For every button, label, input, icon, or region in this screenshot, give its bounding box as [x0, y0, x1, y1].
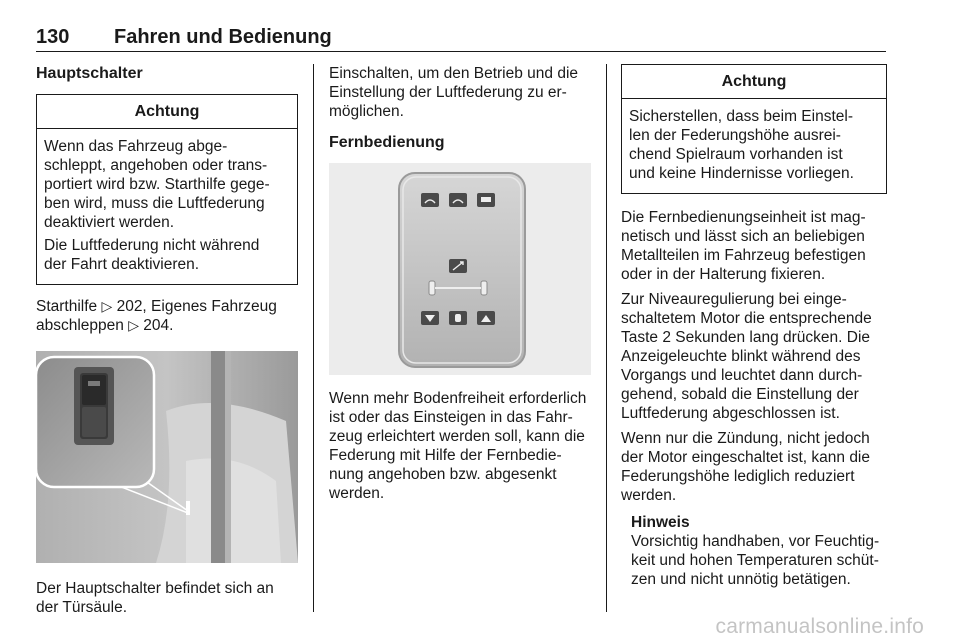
note-block	[621, 513, 887, 589]
remote-control-illustration	[329, 163, 591, 375]
column-left	[36, 64, 298, 617]
cross-reference-text: Starthilfe ▷ 202, Eigenes Fahrzeug abschleppen ▷ 204.	[36, 298, 277, 334]
warning-heading: Achtung	[622, 65, 886, 99]
section-title-hauptschalter: Hauptschalter	[36, 65, 143, 82]
warning-box	[36, 94, 298, 285]
note-heading: Hinweis	[631, 514, 690, 531]
section-title-fernbedienung: Fernbedienung	[329, 134, 445, 151]
page-number: 130	[36, 26, 70, 48]
reference-arrow-icon[interactable]: ▷	[101, 298, 113, 314]
warning-box	[621, 64, 887, 194]
watermark: carmanualsonline.info	[715, 615, 924, 638]
paragraph: Wenn nur die Zündung, nicht jedoch der Motor eingeschaltet ist, kann die Federungshöhe lediglich reduziert werden.	[621, 430, 870, 504]
warning-text: Wenn das Fahrzeug abge- schleppt, angehoben oder trans- portiert wird bzw. Starthilfe gege- ben wird, muss die Luftfederung deaktiviert werden.	[44, 138, 270, 231]
warning-body	[37, 129, 297, 284]
main-switch-illustration	[36, 351, 298, 563]
reference-arrow-icon[interactable]: ▷	[128, 317, 139, 333]
paragraph: Zur Niveauregulierung bei einge- schaltetem Motor die entsprechende Taste 2 Sekunden lang drücken. Die Anzeigeleuchte blinkt während des Vorgangs und leuchtet dann durch- gehend, sobald die Einstellung der Luftfederung abgeschlossen ist.	[621, 291, 872, 422]
warning-body	[622, 99, 886, 193]
remote-control-image	[329, 163, 591, 375]
intro-text: Einschalten, um den Betrieb und die Einstellung der Luftfederung zu er- möglichen.	[329, 65, 579, 120]
chapter-title: Fahren und Bedienung	[114, 26, 332, 48]
warning-text: Sicherstellen, dass beim Einstel- len der Federungshöhe ausrei- chend Spielraum vorhanden ist und keine Hindernisse vorliegen.	[629, 108, 854, 182]
page-header	[36, 24, 886, 52]
note-text: Vorsichtig handhaben, vor Feuchtig- keit und hohen Temperaturen schüt- zen und nicht unnötig betätigen.	[631, 533, 880, 588]
column-divider	[606, 64, 607, 612]
column-divider	[313, 64, 314, 612]
warning-heading: Achtung	[37, 95, 297, 129]
column-middle	[329, 64, 593, 503]
main-switch-photo	[36, 351, 298, 563]
figure-caption: Der Hauptschalter befindet sich an der Türsäule.	[36, 580, 274, 616]
paragraph: Die Fernbedienungseinheit ist mag- netisch und lässt sich an beliebigen Metallteilen im Fahrzeug befestigen oder in der Halterung fixieren.	[621, 209, 866, 283]
column-right	[621, 64, 887, 589]
warning-text: Die Luftfederung nicht während der Fahrt deaktivieren.	[44, 237, 260, 273]
remote-description: Wenn mehr Bodenfreiheit erforderlich ist oder das Einsteigen in das Fahr- zeug erleichtert werden soll, kann die Federung mit Hilfe der Fernbedie- nung angehoben bzw. abgesenkt werden.	[329, 390, 587, 502]
